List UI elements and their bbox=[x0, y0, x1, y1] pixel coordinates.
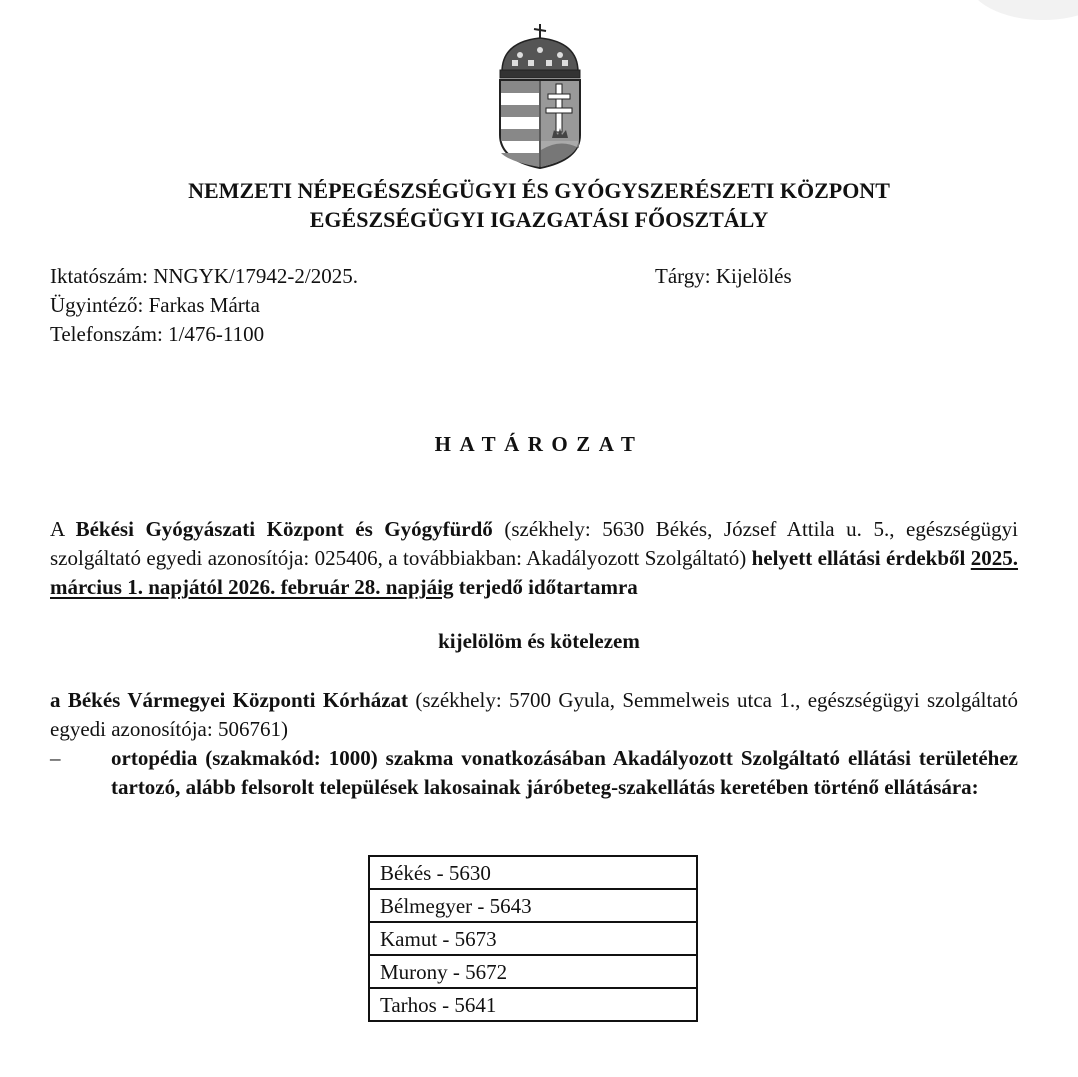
document-meta bbox=[50, 262, 358, 349]
para1-suffix: terjedő időtartamra bbox=[458, 575, 638, 599]
settlement-cell: Békés - 5630 bbox=[369, 856, 697, 889]
subject-row bbox=[655, 262, 792, 291]
settlements-table bbox=[368, 855, 698, 1022]
designation-period: 2025. március 1. napjától 2026. február 28. napjáig bbox=[50, 546, 1019, 599]
settlement-cell: Bélmegyer - 5643 bbox=[369, 889, 697, 922]
org-line-1: NEMZETI NÉPEGÉSZSÉGÜGYI ÉS GYÓGYSZERÉSZETI KÖZPONT bbox=[188, 178, 890, 203]
case-number-row bbox=[50, 262, 358, 291]
corner-shade bbox=[968, 0, 1078, 20]
settlement-cell: Murony - 5672 bbox=[369, 955, 697, 988]
list-item bbox=[50, 744, 1018, 802]
coat-of-arms-icon bbox=[490, 20, 590, 170]
case-number: NNGYK/17942-2/2025. bbox=[153, 264, 358, 288]
table-row bbox=[369, 922, 697, 955]
paragraph-designation bbox=[50, 515, 1018, 602]
phone-label: Telefonszám: bbox=[50, 322, 163, 346]
officer-label: Ügyintéző: bbox=[50, 293, 144, 317]
org-line-2: EGÉSZSÉGÜGYI IGAZGATÁSI FŐOSZTÁLY bbox=[309, 207, 769, 232]
officer-row bbox=[50, 291, 358, 320]
table-row bbox=[369, 955, 697, 988]
settlement-cell: Kamut - 5673 bbox=[369, 922, 697, 955]
phone-row bbox=[50, 320, 358, 349]
case-number-label: Iktatószám: bbox=[50, 264, 148, 288]
para1-bold-text: helyett ellátási érdekből bbox=[751, 546, 966, 570]
table-row bbox=[369, 856, 697, 889]
table-row bbox=[369, 988, 697, 1021]
table-row bbox=[369, 889, 697, 922]
paragraph-designee bbox=[50, 686, 1018, 744]
phone-number: 1/476-1100 bbox=[168, 322, 265, 346]
subject-value: Kijelölés bbox=[715, 264, 792, 288]
obstructed-provider-name: Békési Gyógyászati Központ és Gyógyfürdő bbox=[75, 517, 493, 541]
officer-name: Farkas Márta bbox=[148, 293, 260, 317]
designee-name: a Békés Vármegyei Központi Kórházat bbox=[50, 688, 409, 712]
dash-bullet: – bbox=[50, 746, 61, 770]
document-title: HATÁROZAT bbox=[434, 432, 644, 456]
settlement-cell: Tarhos - 5641 bbox=[369, 988, 697, 1021]
obstructed-provider-details: (székhely: 5630 Békés, József Attila u. 5., egészségügyi szolgáltató egyedi azonosítója: 025406, a továbbiakban: Akadályozott Szolgáltató) bbox=[50, 517, 1019, 570]
para1-prefix: A bbox=[50, 517, 65, 541]
list-item-text: ortopédia (szakmakód: 1000) szakma vonatkozásában Akadályozott Szolgáltató ellátási területéhez tartozó, alább felsorolt települések lakosainak járóbeteg-szakellátás keretében történő ellátására: bbox=[111, 746, 1018, 799]
decision-line: kijelölöm és kötelezem bbox=[438, 629, 640, 653]
designee-details: (székhely: 5700 Gyula, Semmelweis utca 1., egészségügyi szolgáltató egyedi azonosítója: 506761) bbox=[50, 688, 1018, 741]
issuing-authority bbox=[0, 176, 1078, 234]
subject-label: Tárgy: bbox=[655, 264, 711, 288]
